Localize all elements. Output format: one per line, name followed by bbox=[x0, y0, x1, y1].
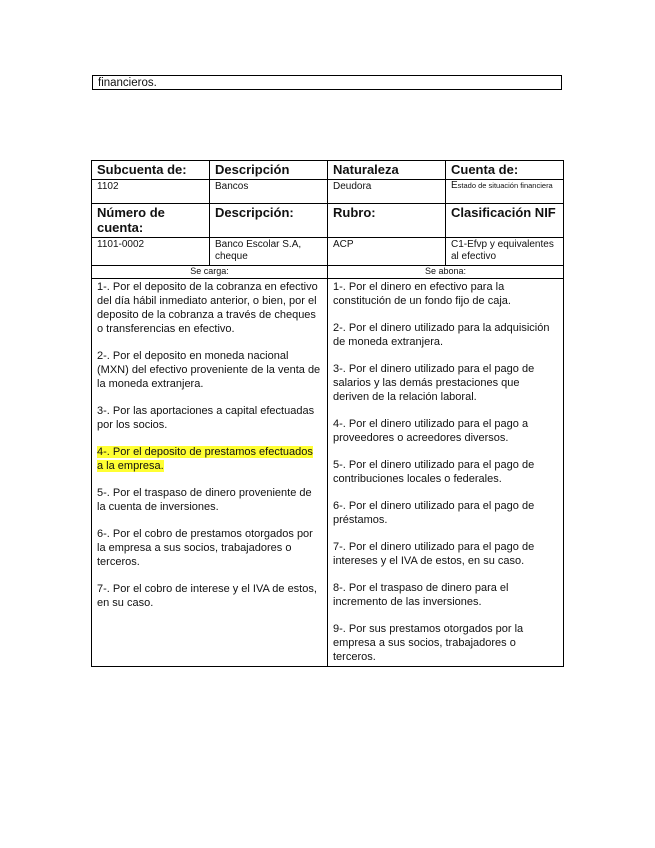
list-item: 3-. Por el dinero utilizado para el pago de salarios y las demás prestaciones que deriven de la relación laboral. bbox=[333, 363, 535, 403]
list-item: 5-. Por el dinero utilizado para el pago de contribuciones locales o federales. bbox=[333, 459, 535, 485]
list-item: 6-. Por el dinero utilizado para el pago de préstamos. bbox=[333, 500, 535, 526]
continued-text-box bbox=[92, 75, 562, 90]
highlighted-text: 4-. Por el deposito de prestamos efectuados a la empresa. bbox=[97, 446, 313, 472]
value-descripcion: Bancos bbox=[210, 180, 328, 204]
value-subcuenta: 1102 bbox=[92, 180, 210, 204]
entries-row bbox=[92, 279, 564, 667]
header-cuenta-de: Cuenta de: bbox=[446, 161, 564, 180]
list-item-highlighted bbox=[97, 445, 322, 473]
value-cuenta-de-initial: E bbox=[451, 180, 458, 191]
list-item: 9-. Por sus prestamos otorgados por la empresa a sus socios, trabajadores o terceros. bbox=[333, 623, 524, 663]
list-item: 8-. Por el traspaso de dinero para el incremento de las inversiones. bbox=[333, 582, 509, 608]
value-clasificacion-nif: C1-Efvp y equivalentes al efectivo bbox=[446, 238, 564, 266]
section-se-carga: Se carga: bbox=[92, 266, 328, 279]
header-naturaleza: Naturaleza bbox=[328, 161, 446, 180]
header-row-1 bbox=[92, 161, 564, 180]
value-numero-cuenta: 1101-0002 bbox=[92, 238, 210, 266]
se-carga-list bbox=[92, 279, 328, 667]
list-item: 1-. Por el deposito de la cobranza en efectivo del día hábil inmediato anterior, o bien, por el deposito de la cobranza a través de cheques o transferencias en efectivo. bbox=[97, 281, 318, 335]
list-item: 4-. Por el dinero utilizado para el pago a proveedores o acreedores diversos. bbox=[333, 418, 529, 444]
value-row-2 bbox=[92, 238, 564, 266]
value-row-1 bbox=[92, 180, 564, 204]
account-table bbox=[91, 160, 564, 667]
header-subcuenta: Subcuenta de: bbox=[92, 161, 210, 180]
header-row-2 bbox=[92, 204, 564, 238]
list-item: 2-. Por el deposito en moneda nacional (MXN) del efectivo proveniente de la venta de la moneda extranjera. bbox=[97, 350, 321, 390]
list-item: 1-. Por el dinero en efectivo para la constitución de un fondo fijo de caja. bbox=[333, 281, 511, 307]
value-cuenta-de-rest: stado de situación financiera bbox=[457, 181, 553, 190]
list-item: 5-. Por el traspaso de dinero proveniente de la cuenta de inversiones. bbox=[97, 487, 312, 513]
list-item: 7-. Por el cobro de interese y el IVA de estos, en su caso. bbox=[97, 583, 317, 609]
value-descripcion-2: Banco Escolar S.A, cheque bbox=[210, 238, 328, 266]
se-abona-list bbox=[328, 279, 564, 667]
continued-text: financieros. bbox=[98, 77, 157, 89]
value-naturaleza: Deudora bbox=[328, 180, 446, 204]
header-numero-cuenta: Número de cuenta: bbox=[92, 204, 210, 238]
list-item: 6-. Por el cobro de prestamos otorgados por la empresa a sus socios, trabajadores o terceros. bbox=[97, 528, 313, 568]
list-item: 2-. Por el dinero utilizado para la adquisición de moneda extranjera. bbox=[333, 322, 550, 348]
header-descripcion: Descripción bbox=[210, 161, 328, 180]
list-item: 7-. Por el dinero utilizado para el pago de intereses y el IVA de estos, en su caso. bbox=[333, 541, 535, 567]
section-se-abona: Se abona: bbox=[328, 266, 564, 279]
value-rubro: ACP bbox=[328, 238, 446, 266]
list-item: 3-. Por las aportaciones a capital efectuadas por los socios. bbox=[97, 405, 315, 431]
header-rubro: Rubro: bbox=[328, 204, 446, 238]
header-clasificacion-nif: Clasificación NIF bbox=[446, 204, 564, 238]
section-row bbox=[92, 266, 564, 279]
header-descripcion-2: Descripción: bbox=[210, 204, 328, 238]
value-cuenta-de bbox=[446, 180, 564, 204]
